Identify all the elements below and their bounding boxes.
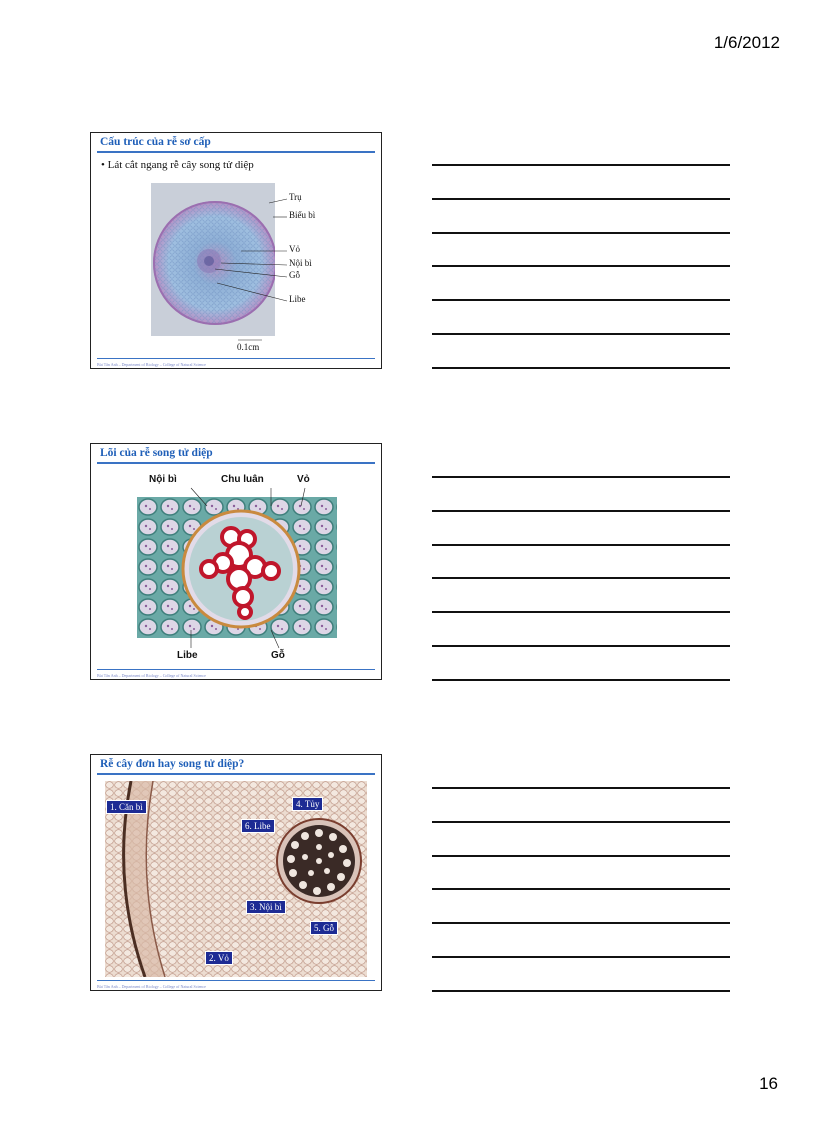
slide-credit: Bùi Tấn Anh – Department of Biology – College of Natural Science <box>97 673 206 678</box>
label-chu-luan: Chu luân <box>221 474 264 485</box>
note-line <box>432 299 730 301</box>
note-line <box>432 645 730 647</box>
label-go: 5. Gỗ <box>310 921 338 935</box>
page-number: 16 <box>759 1074 778 1093</box>
bullet-label: Lát cắt ngang rễ cây song tử diệp <box>107 159 254 171</box>
note-line <box>432 232 730 234</box>
note-line <box>432 198 730 200</box>
note-lines-1 <box>432 164 730 374</box>
bullet-text: • Lát cắt ngang rễ cây song tử diệp <box>101 159 254 171</box>
footer-rule <box>97 669 375 670</box>
note-line <box>432 888 730 890</box>
label-tuy: 4. Tủy <box>292 797 323 811</box>
slide-credit: Bùi Tấn Anh – Department of Biology – College of Natural Science <box>97 984 206 989</box>
label-noi-bi: Nội bì <box>289 258 312 268</box>
slide-1 <box>90 132 382 369</box>
note-line <box>432 577 730 579</box>
note-line <box>432 679 730 681</box>
label-go: Gỗ <box>271 650 285 661</box>
scale-bar-label: 0.1cm <box>237 342 260 352</box>
label-tru: Trụ <box>289 192 302 202</box>
label-noi-bi: 3. Nội bì <box>246 900 286 914</box>
slide-title: Cấu trúc của rễ sơ cấp <box>100 136 211 148</box>
note-line <box>432 265 730 267</box>
note-line <box>432 333 730 335</box>
label-noi-bi: Nội bì <box>149 474 177 485</box>
slide-title: Rễ cây đơn hay song tử diệp? <box>100 758 245 770</box>
note-line <box>432 367 730 369</box>
label-libe: Libe <box>177 650 198 661</box>
note-line <box>432 476 730 478</box>
note-line <box>432 787 730 789</box>
note-line <box>432 821 730 823</box>
label-leader-lines <box>91 133 382 369</box>
note-line <box>432 990 730 992</box>
note-line <box>432 922 730 924</box>
note-line <box>432 544 730 546</box>
note-line <box>432 956 730 958</box>
label-libe: Libe <box>289 294 306 304</box>
label-vo: Vỏ <box>297 474 310 485</box>
note-line <box>432 611 730 613</box>
note-line <box>432 164 730 166</box>
note-line <box>432 510 730 512</box>
label-libe: 6. Libe <box>241 819 275 833</box>
page-date: 1/6/2012 <box>713 33 780 52</box>
label-vo: Vỏ <box>289 244 300 254</box>
slide-2 <box>90 443 382 680</box>
footer-rule <box>97 358 375 359</box>
note-lines-2 <box>432 476 730 686</box>
label-vo: 2. Vỏ <box>205 951 233 965</box>
title-rule <box>97 773 375 775</box>
footer-rule <box>97 980 375 981</box>
note-line <box>432 855 730 857</box>
label-can-bi: 1. Căn bì <box>106 800 147 814</box>
slide-3 <box>90 754 382 991</box>
slide-title: Lõi của rễ song tử diệp <box>100 447 213 459</box>
slide-credit: Bùi Tấn Anh – Department of Biology – College of Natural Science <box>97 362 206 367</box>
label-go: Gỗ <box>289 270 300 280</box>
label-bieu-bi: Biểu bì <box>289 210 316 220</box>
note-lines-3 <box>432 787 730 997</box>
